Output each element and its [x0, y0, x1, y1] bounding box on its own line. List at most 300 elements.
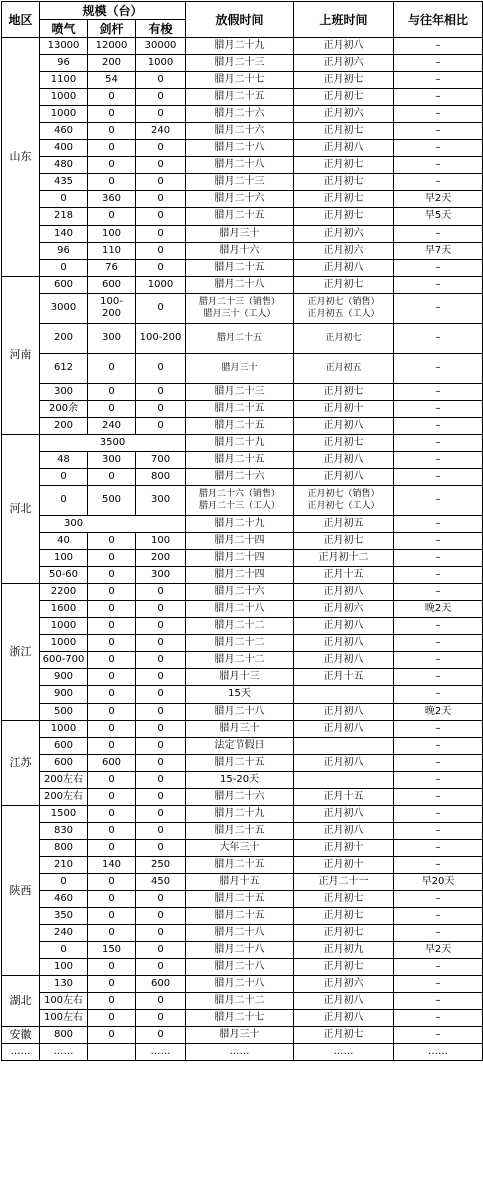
youzhuo-cell: 0: [136, 208, 186, 225]
youzhuo-cell: 0: [136, 925, 186, 942]
work-cell: 正月初七: [294, 174, 394, 191]
header-penqi: 喷气: [40, 20, 88, 38]
penqi-cell: 200: [40, 323, 88, 353]
footer-compare-cell: ……: [394, 1044, 483, 1061]
jiangan-cell: 0: [88, 106, 136, 123]
youzhuo-cell: 0: [136, 89, 186, 106]
compare-cell: –: [394, 157, 483, 174]
penqi-cell: 800: [40, 1027, 88, 1044]
table-row: [2, 942, 483, 959]
work-cell: 正月初八: [294, 38, 394, 55]
compare-cell: –: [394, 383, 483, 400]
compare-cell: –: [394, 515, 483, 532]
compare-cell: –: [394, 174, 483, 191]
jiangan-cell: 0: [88, 353, 136, 383]
penqi-cell: 140: [40, 225, 88, 242]
work-cell: 正月初七: [294, 383, 394, 400]
compare-cell: 早5天: [394, 208, 483, 225]
penqi-cell: 300: [40, 383, 88, 400]
table-row: [2, 451, 483, 468]
table-row: [2, 873, 483, 890]
penqi-cell: 612: [40, 353, 88, 383]
compare-cell: –: [394, 822, 483, 839]
header-compare: 与往年相比: [394, 2, 483, 38]
youzhuo-cell: 0: [136, 669, 186, 686]
jiangan-cell: 0: [88, 891, 136, 908]
penqi-cell: 40: [40, 533, 88, 550]
penqi-cell: 100: [40, 959, 88, 976]
youzhuo-cell: 600: [136, 976, 186, 993]
work-cell: 正月初九: [294, 942, 394, 959]
holiday-cell: 腊月二十六: [186, 584, 294, 601]
holiday-cell: 腊月二十八: [186, 601, 294, 618]
jiangan-cell: 0: [88, 550, 136, 567]
youzhuo-cell: 0: [136, 353, 186, 383]
table-row: [2, 383, 483, 400]
holiday-cell: 腊月二十八: [186, 976, 294, 993]
work-cell: 正月初十二: [294, 550, 394, 567]
youzhuo-cell: 30000: [136, 38, 186, 55]
table-row: [2, 925, 483, 942]
holiday-cell: 腊月二十五: [186, 891, 294, 908]
compare-cell: –: [394, 908, 483, 925]
jiangan-cell: 76: [88, 259, 136, 276]
compare-cell: –: [394, 106, 483, 123]
work-cell: 正月初六: [294, 601, 394, 618]
holiday-cell: 腊月三十: [186, 1027, 294, 1044]
holiday-cell: 腊月二十八: [186, 959, 294, 976]
work-cell: 正月初七: [294, 925, 394, 942]
jiangan-cell: 0: [88, 400, 136, 417]
compare-cell: –: [394, 993, 483, 1010]
jiangan-cell: 0: [88, 533, 136, 550]
table-row: [2, 106, 483, 123]
table-row: [2, 353, 483, 383]
youzhuo-cell: 0: [136, 686, 186, 703]
header-holiday: 放假时间: [186, 2, 294, 38]
compare-cell: –: [394, 652, 483, 669]
scale-combined-cell: 300: [40, 515, 186, 532]
youzhuo-cell: 0: [136, 771, 186, 788]
table-row: [2, 89, 483, 106]
region-cell: 山东: [2, 38, 40, 277]
table-row: [2, 400, 483, 417]
table-row: [2, 55, 483, 72]
penqi-cell: 600-700: [40, 652, 88, 669]
work-cell: 正月初五: [294, 353, 394, 383]
jiangan-cell: 150: [88, 942, 136, 959]
jiangan-cell: 0: [88, 174, 136, 191]
youzhuo-cell: 100-200: [136, 323, 186, 353]
youzhuo-cell: 0: [136, 191, 186, 208]
jiangan-cell: 0: [88, 703, 136, 720]
work-cell: 正月初八: [294, 1010, 394, 1027]
table-row: [2, 703, 483, 720]
table-row: [2, 652, 483, 669]
work-cell: 正月十五: [294, 567, 394, 584]
table-row: [2, 788, 483, 805]
work-cell: 正月初七（销售） 正月初五（工人）: [294, 293, 394, 323]
jiangan-cell: 140: [88, 856, 136, 873]
footer-holiday-cell: ……: [186, 1044, 294, 1061]
holiday-cell: 腊月十五: [186, 873, 294, 890]
table-row: [2, 533, 483, 550]
penqi-cell: 210: [40, 856, 88, 873]
holiday-cell: 腊月二十二: [186, 993, 294, 1010]
holiday-cell: 大年三十: [186, 839, 294, 856]
youzhuo-cell: 0: [136, 1027, 186, 1044]
table-row: [2, 720, 483, 737]
penqi-cell: 2200: [40, 584, 88, 601]
penqi-cell: 460: [40, 891, 88, 908]
penqi-cell: 800: [40, 839, 88, 856]
compare-cell: –: [394, 925, 483, 942]
table-row: [2, 293, 483, 323]
holiday-cell: 腊月二十六（销售） 腊月二十三（工人）: [186, 485, 294, 515]
holiday-cell: 腊月二十五: [186, 856, 294, 873]
footer-youzhuo-cell: ……: [136, 1044, 186, 1061]
work-cell: 正月初七（销售） 正月初七（工人）: [294, 485, 394, 515]
jiangan-cell: 600: [88, 754, 136, 771]
compare-cell: –: [394, 635, 483, 652]
penqi-cell: 400: [40, 140, 88, 157]
work-cell: 正月初六: [294, 106, 394, 123]
work-cell: 正月初七: [294, 208, 394, 225]
work-cell: [294, 771, 394, 788]
holiday-cell: 腊月二十六: [186, 123, 294, 140]
table-row-footer: [2, 1044, 483, 1061]
holiday-cell: 腊月二十二: [186, 618, 294, 635]
youzhuo-cell: 300: [136, 567, 186, 584]
penqi-cell: 460: [40, 123, 88, 140]
header-youzhuo: 有梭: [136, 20, 186, 38]
table-header: [2, 2, 483, 38]
compare-cell: –: [394, 123, 483, 140]
table-row: [2, 584, 483, 601]
youzhuo-cell: 300: [136, 485, 186, 515]
holiday-cell: 腊月二十五: [186, 908, 294, 925]
work-cell: 正月初八: [294, 417, 394, 434]
holiday-cell: 腊月二十九: [186, 805, 294, 822]
penqi-cell: 96: [40, 55, 88, 72]
jiangan-cell: 0: [88, 976, 136, 993]
youzhuo-cell: 0: [136, 652, 186, 669]
penqi-cell: 900: [40, 669, 88, 686]
penqi-cell: 3000: [40, 293, 88, 323]
jiangan-cell: 200: [88, 55, 136, 72]
youzhuo-cell: 1000: [136, 276, 186, 293]
table-row: [2, 908, 483, 925]
youzhuo-cell: 0: [136, 635, 186, 652]
holiday-cell: 腊月二十七: [186, 72, 294, 89]
compare-cell: –: [394, 550, 483, 567]
youzhuo-cell: 0: [136, 993, 186, 1010]
compare-cell: –: [394, 754, 483, 771]
jiangan-cell: 0: [88, 839, 136, 856]
region-cell: 陕西: [2, 805, 40, 975]
penqi-cell: 218: [40, 208, 88, 225]
compare-cell: –: [394, 259, 483, 276]
holiday-cell: 腊月二十五: [186, 259, 294, 276]
compare-cell: –: [394, 55, 483, 72]
region-cell: 浙江: [2, 584, 40, 720]
jiangan-cell: 110: [88, 242, 136, 259]
compare-cell: –: [394, 434, 483, 451]
work-cell: 正月初八: [294, 259, 394, 276]
table-row: [2, 468, 483, 485]
youzhuo-cell: 0: [136, 242, 186, 259]
youzhuo-cell: 0: [136, 174, 186, 191]
compare-cell: –: [394, 72, 483, 89]
table-row: [2, 686, 483, 703]
table-row: [2, 959, 483, 976]
penqi-cell: 830: [40, 822, 88, 839]
jiangan-cell: 0: [88, 468, 136, 485]
compare-cell: 早2天: [394, 191, 483, 208]
compare-cell: –: [394, 225, 483, 242]
holiday-cell: 腊月二十八: [186, 276, 294, 293]
youzhuo-cell: 0: [136, 259, 186, 276]
table-row: [2, 140, 483, 157]
youzhuo-cell: 0: [136, 788, 186, 805]
jiangan-cell: 0: [88, 1027, 136, 1044]
table-row: [2, 38, 483, 55]
compare-cell: –: [394, 451, 483, 468]
youzhuo-cell: 450: [136, 873, 186, 890]
penqi-cell: 0: [40, 942, 88, 959]
work-cell: 正月初八: [294, 652, 394, 669]
holiday-cell: 腊月二十八: [186, 703, 294, 720]
penqi-cell: 600: [40, 276, 88, 293]
holiday-cell: 腊月二十四: [186, 550, 294, 567]
table-row: [2, 1027, 483, 1044]
penqi-cell: 480: [40, 157, 88, 174]
footer-work-cell: ……: [294, 1044, 394, 1061]
holiday-cell: 腊月二十四: [186, 567, 294, 584]
work-cell: 正月初七: [294, 323, 394, 353]
table-row: [2, 550, 483, 567]
youzhuo-cell: 240: [136, 123, 186, 140]
youzhuo-cell: 0: [136, 140, 186, 157]
work-cell: 正月初七: [294, 276, 394, 293]
penqi-cell: 200左右: [40, 788, 88, 805]
work-cell: 正月初七: [294, 191, 394, 208]
penqi-cell: 130: [40, 976, 88, 993]
youzhuo-cell: 0: [136, 959, 186, 976]
jiangan-cell: 600: [88, 276, 136, 293]
footer-jiangan-cell: [88, 1044, 136, 1061]
work-cell: 正月初七: [294, 533, 394, 550]
youzhuo-cell: 0: [136, 942, 186, 959]
holiday-cell: 腊月三十: [186, 720, 294, 737]
holiday-cell: 腊月二十三: [186, 174, 294, 191]
compare-cell: –: [394, 353, 483, 383]
jiangan-cell: 0: [88, 618, 136, 635]
jiangan-cell: 360: [88, 191, 136, 208]
compare-cell: –: [394, 771, 483, 788]
table-row: [2, 72, 483, 89]
jiangan-cell: 0: [88, 567, 136, 584]
table-row: [2, 567, 483, 584]
compare-cell: –: [394, 140, 483, 157]
penqi-cell: 48: [40, 451, 88, 468]
region-cell: 河北: [2, 434, 40, 583]
compare-cell: 早2天: [394, 942, 483, 959]
work-cell: 正月初八: [294, 140, 394, 157]
jiangan-cell: 0: [88, 925, 136, 942]
penqi-cell: 1500: [40, 805, 88, 822]
table-row: [2, 822, 483, 839]
work-cell: 正月初八: [294, 703, 394, 720]
jiangan-cell: 0: [88, 635, 136, 652]
youzhuo-cell: 0: [136, 584, 186, 601]
jiangan-cell: 12000: [88, 38, 136, 55]
youzhuo-cell: 0: [136, 383, 186, 400]
jiangan-cell: 0: [88, 652, 136, 669]
work-cell: 正月初十: [294, 400, 394, 417]
region-cell: 安徽: [2, 1027, 40, 1044]
youzhuo-cell: 0: [136, 417, 186, 434]
table-row: [2, 635, 483, 652]
table-row: [2, 669, 483, 686]
holiday-cell: 腊月二十九: [186, 38, 294, 55]
compare-cell: –: [394, 839, 483, 856]
compare-cell: –: [394, 485, 483, 515]
holiday-cell: 15-20天: [186, 771, 294, 788]
youzhuo-cell: 0: [136, 225, 186, 242]
table-row: [2, 771, 483, 788]
work-cell: 正月初七: [294, 157, 394, 174]
work-cell: 正月初七: [294, 891, 394, 908]
table-row: [2, 856, 483, 873]
penqi-cell: 200余: [40, 400, 88, 417]
penqi-cell: 100: [40, 550, 88, 567]
work-cell: 正月初七: [294, 908, 394, 925]
jiangan-cell: 0: [88, 959, 136, 976]
table-row: [2, 157, 483, 174]
penqi-cell: 200左右: [40, 771, 88, 788]
holiday-cell: 腊月二十五: [186, 822, 294, 839]
holiday-cell: 腊月三十: [186, 353, 294, 383]
work-cell: [294, 686, 394, 703]
compare-cell: –: [394, 417, 483, 434]
holiday-cell: 腊月二十三: [186, 383, 294, 400]
compare-cell: –: [394, 686, 483, 703]
table-row: [2, 839, 483, 856]
work-cell: 正月十五: [294, 669, 394, 686]
compare-cell: –: [394, 959, 483, 976]
compare-cell: –: [394, 89, 483, 106]
penqi-cell: 1000: [40, 89, 88, 106]
table-row: [2, 618, 483, 635]
work-cell: 正月初七: [294, 1027, 394, 1044]
work-cell: 正月初七: [294, 959, 394, 976]
youzhuo-cell: 0: [136, 618, 186, 635]
holiday-cell: 腊月二十七: [186, 1010, 294, 1027]
jiangan-cell: 240: [88, 417, 136, 434]
holiday-cell: 腊月二十四: [186, 533, 294, 550]
scale-combined-cell: 3500: [40, 434, 186, 451]
compare-cell: –: [394, 38, 483, 55]
jiangan-cell: 0: [88, 908, 136, 925]
holiday-cell: 腊月二十五: [186, 89, 294, 106]
jiangan-cell: 500: [88, 485, 136, 515]
table-row: [2, 485, 483, 515]
jiangan-cell: 0: [88, 686, 136, 703]
table-row: [2, 434, 483, 451]
work-cell: 正月初七: [294, 123, 394, 140]
jiangan-cell: 0: [88, 208, 136, 225]
header-scale: 规模（台）: [40, 2, 186, 20]
compare-cell: –: [394, 533, 483, 550]
youzhuo-cell: 0: [136, 754, 186, 771]
work-cell: 正月初八: [294, 805, 394, 822]
table-row: [2, 601, 483, 618]
holiday-cell: 腊月二十六: [186, 191, 294, 208]
penqi-cell: 1000: [40, 106, 88, 123]
penqi-cell: 96: [40, 242, 88, 259]
work-cell: 正月初六: [294, 976, 394, 993]
youzhuo-cell: 0: [136, 720, 186, 737]
table-row: [2, 891, 483, 908]
jiangan-cell: 0: [88, 873, 136, 890]
compare-cell: –: [394, 1010, 483, 1027]
table-row: [2, 515, 483, 532]
compare-cell: –: [394, 856, 483, 873]
table-row: [2, 976, 483, 993]
table-row: [2, 805, 483, 822]
penqi-cell: 0: [40, 259, 88, 276]
holiday-cell: 腊月二十五: [186, 417, 294, 434]
holiday-cell: 腊月二十六: [186, 468, 294, 485]
footer-region-cell: ……: [2, 1044, 40, 1061]
work-cell: 正月初六: [294, 55, 394, 72]
jiangan-cell: 0: [88, 123, 136, 140]
header-work: 上班时间: [294, 2, 394, 38]
compare-cell: –: [394, 293, 483, 323]
work-cell: 正月初八: [294, 754, 394, 771]
penqi-cell: 1000: [40, 720, 88, 737]
table-row: [2, 174, 483, 191]
holiday-cell: 腊月二十二: [186, 635, 294, 652]
work-cell: 正月初五: [294, 515, 394, 532]
compare-cell: –: [394, 976, 483, 993]
compare-cell: –: [394, 618, 483, 635]
compare-cell: –: [394, 737, 483, 754]
youzhuo-cell: 0: [136, 400, 186, 417]
penqi-cell: 50-60: [40, 567, 88, 584]
footer-penqi-cell: ……: [40, 1044, 88, 1061]
compare-cell: –: [394, 323, 483, 353]
work-cell: 正月初八: [294, 720, 394, 737]
holiday-cell: 腊月二十六: [186, 106, 294, 123]
work-cell: 正月初八: [294, 618, 394, 635]
holiday-cell: 15天: [186, 686, 294, 703]
jiangan-cell: 54: [88, 72, 136, 89]
work-cell: 正月初十: [294, 856, 394, 873]
region-cell: 河南: [2, 276, 40, 434]
holiday-cell: 腊月二十九: [186, 515, 294, 532]
table-body: [2, 38, 483, 1061]
jiangan-cell: 0: [88, 805, 136, 822]
work-cell: 正月初七: [294, 89, 394, 106]
jiangan-cell: 100: [88, 225, 136, 242]
table-row: [2, 417, 483, 434]
penqi-cell: 100左右: [40, 1010, 88, 1027]
jiangan-cell: 100- 200: [88, 293, 136, 323]
header-region: 地区: [2, 2, 40, 38]
youzhuo-cell: 0: [136, 805, 186, 822]
